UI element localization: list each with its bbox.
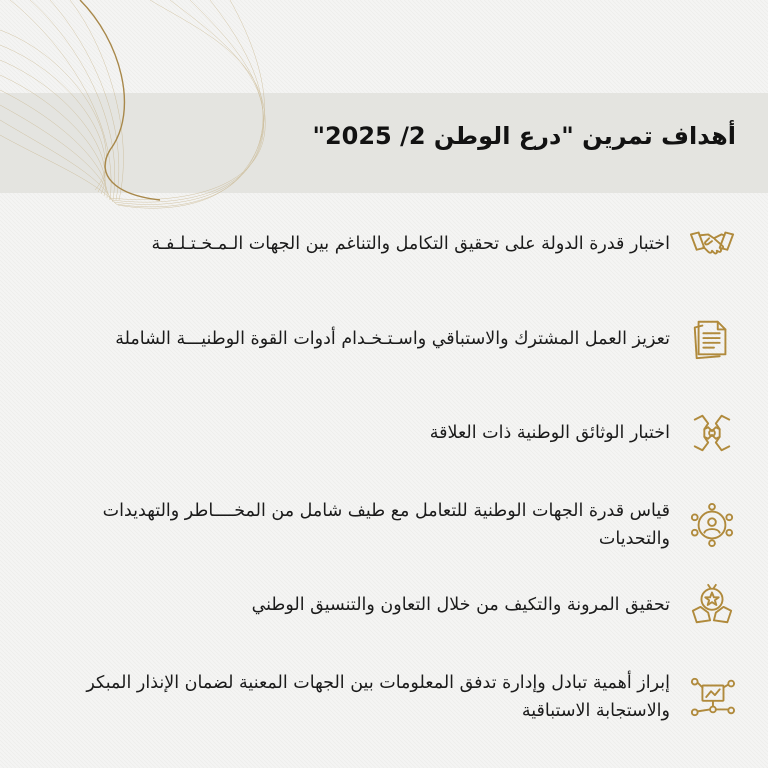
goal-text-1: اختبار قدرة الدولة على تحقيق التكامل والتناغم بين الجهات الـمـخـتـلـفـة (151, 234, 670, 254)
goal-text-2: تعزيز العمل المشترك والاستباقي واسـتـخـدام أدوات القوة الوطنيـــة الشاملة (115, 329, 670, 349)
handshake-icon (686, 218, 738, 270)
goal-item-3 (38, 398, 738, 468)
documents-icon (686, 313, 738, 365)
goal-item-4 (38, 490, 738, 560)
goal-item-2 (38, 304, 738, 374)
goal-text-5: تحقيق المرونة والتكيف من خلال التعاون والتنسيق الوطني (251, 595, 670, 615)
goal-text-6: إبراز أهمية تبادل وإدارة تدفق المعلومات بين الجهات المعنية لضمان الإنذار المبكر والاستجابة الاستباقية (86, 673, 670, 721)
goal-item-6 (38, 662, 738, 732)
joined-hands-icon (686, 407, 738, 459)
information-flow-icon (686, 671, 738, 723)
goal-item-5 (38, 570, 738, 640)
network-person-icon (686, 499, 738, 551)
goal-text-3: اختبار الوثائق الوطنية ذات العلاقة (429, 423, 670, 443)
page-title: أهداف تمرين "درع الوطن 2/ 2025" (312, 122, 736, 150)
goal-item-1 (38, 209, 738, 279)
gold-swirl-decoration (0, 0, 290, 215)
hands-star-icon (686, 579, 738, 631)
goal-text-4: قياس قدرة الجهات الوطنية للتعامل مع طيف شامل من المخــــاطر والتهديدات والتحديات (102, 501, 670, 549)
